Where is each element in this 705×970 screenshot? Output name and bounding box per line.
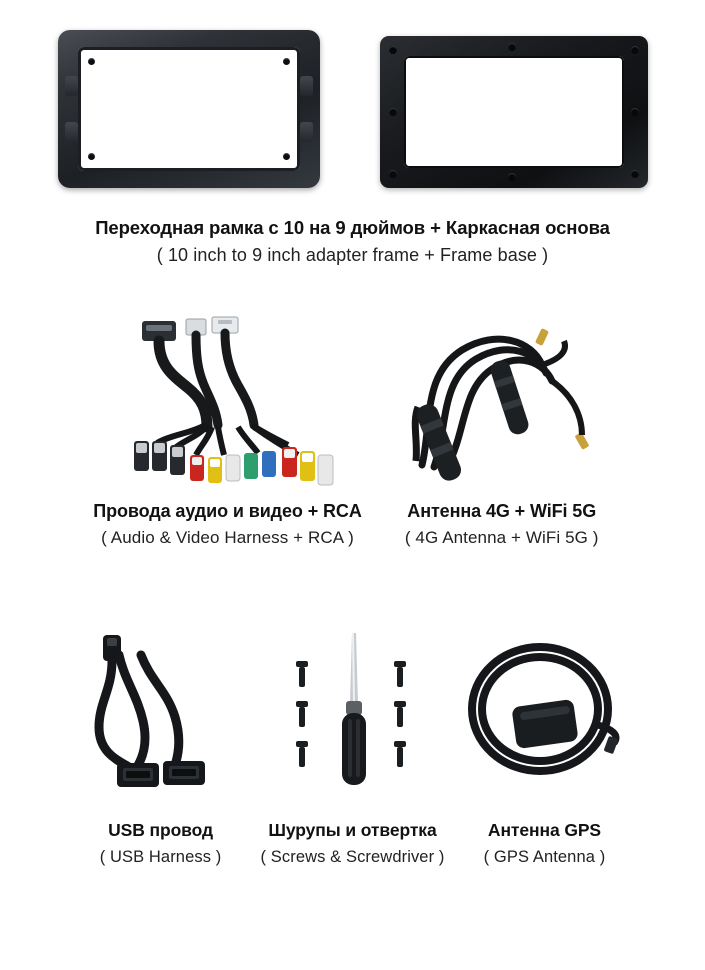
frame-tab <box>300 122 313 142</box>
frame-screw-hole <box>508 43 516 51</box>
frame-screw-hole <box>389 46 397 54</box>
item-audio-video-harness <box>93 315 361 549</box>
gps-antenna-caption <box>484 820 606 868</box>
4g-wifi-antenna-caption-ru: Антенна 4G + WiFi 5G <box>407 501 597 521</box>
frame-tab <box>300 76 313 96</box>
usb-harness-caption-ru: USB провод <box>108 820 213 840</box>
gps-antenna-image <box>454 625 634 810</box>
frames-caption <box>0 216 705 267</box>
frames-image-row <box>0 0 705 188</box>
item-usb-harness <box>71 625 251 868</box>
adapter-frame-image <box>58 30 320 188</box>
frame-tab <box>65 122 78 142</box>
4g-wifi-antenna-image <box>392 315 612 490</box>
audio-video-harness-image <box>112 315 342 490</box>
frame-screw-hole <box>631 108 639 116</box>
gps-antenna-caption-ru: Антенна GPS <box>487 820 602 840</box>
4g-wifi-antenna-caption <box>405 500 599 549</box>
frame-screw-hole <box>631 46 639 54</box>
screws-screwdriver-caption-ru: Шурупы и отвертка <box>268 820 437 840</box>
screws-screwdriver-caption <box>261 820 445 868</box>
usb-harness-caption <box>100 820 222 868</box>
frame-screw-hole <box>508 173 516 181</box>
frames-caption-en: ( 10 inch to 9 inch adapter frame + Frame base ) <box>156 245 549 266</box>
frame-tab <box>65 76 78 96</box>
usb-harness-image <box>71 625 251 810</box>
frame-hole <box>88 58 95 65</box>
screws-screwdriver-caption-en: ( Screws & Screwdriver ) <box>260 847 445 866</box>
frame-screw-hole <box>631 170 639 178</box>
audio-video-harness-caption <box>93 500 361 549</box>
screws-screwdriver-image <box>268 625 438 810</box>
item-4g-wifi-antenna <box>392 315 612 549</box>
accessories-row <box>0 600 705 868</box>
frame-hole <box>283 153 290 160</box>
frame-screw-hole <box>389 108 397 116</box>
item-screws-screwdriver <box>261 625 445 868</box>
item-gps-antenna <box>454 625 634 868</box>
section-accessories <box>0 600 705 930</box>
frame-hole <box>283 58 290 65</box>
audio-video-harness-caption-en: ( Audio & Video Harness + RCA ) <box>101 527 354 547</box>
frame-screw-hole <box>389 170 397 178</box>
section-frames <box>0 0 705 300</box>
frames-caption-ru: Переходная рамка с 10 на 9 дюймов + Каркасная основа <box>95 217 610 238</box>
harness-antenna-row <box>0 300 705 549</box>
usb-harness-caption-en: ( USB Harness ) <box>99 847 222 866</box>
4g-wifi-antenna-caption-en: ( 4G Antenna + WiFi 5G ) <box>404 527 599 547</box>
frame-hole <box>88 153 95 160</box>
gps-antenna-caption-en: ( GPS Antenna ) <box>483 847 606 866</box>
frame-base-image <box>380 36 648 188</box>
audio-video-harness-caption-ru: Провода аудио и видео + RCA <box>93 501 362 521</box>
section-harness-antenna <box>0 300 705 600</box>
